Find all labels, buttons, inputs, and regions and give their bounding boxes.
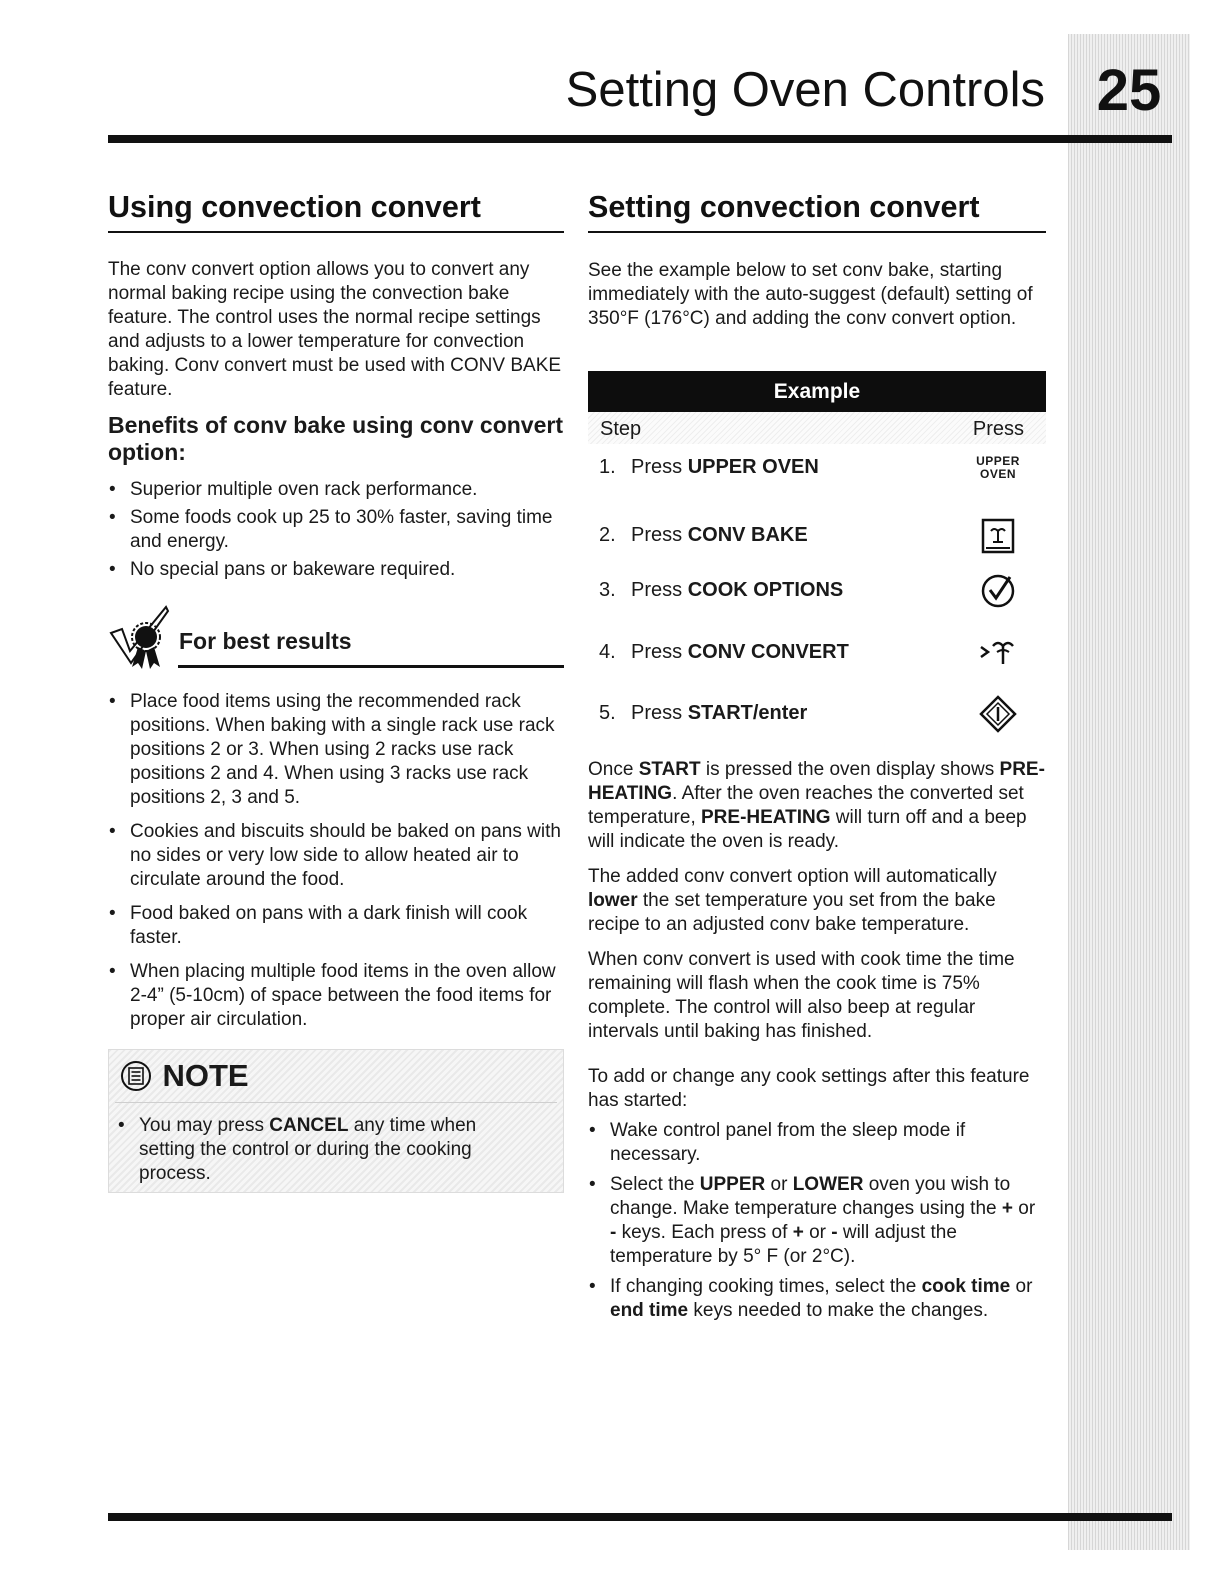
text-run-bold: cook time [921,1276,1011,1297]
note-title: NOTE [162,1058,249,1093]
step-text [599,579,843,602]
best-results-title: For best results [179,628,352,654]
key-label-line: OVEN [979,467,1016,481]
text-run: or [1012,1198,1036,1219]
list-item: • No special pans or bakeware required. [108,558,564,582]
text-run: . After the oven reaches the converted set temperature, [588,783,1024,828]
example-steps [588,444,1046,774]
step-key-name: UPPER OVEN [687,456,819,478]
text-run-bold: end time [610,1300,689,1321]
note-text [117,1114,533,1186]
example-step-row [588,448,1046,488]
change-settings-paragraph: To add or change any cook settings after this feature has started: [588,1066,1030,1111]
list-item [588,1275,1046,1323]
footer-rule [108,1513,1172,1521]
page-number: 25 [1096,58,1162,123]
list-item: • Food baked on pans with a dark finish will cook faster. [108,902,564,950]
step-key-name: CONV BAKE [687,524,808,546]
intro-paragraph: The conv convert option allows you to convert any normal baking recipe using the convection bake feature. The control uses the normal recipe settings and adjusts to a lower temperature for convection baking. Conv convert must be used with CONV BAKE feature. [108,259,562,400]
change-settings-list [588,1119,1046,1323]
note-icon [120,1060,152,1092]
step-key-name: CONV CONVERT [687,641,849,663]
list-item: • Wake control panel from the sleep mode if necessary. [588,1119,1046,1167]
note-cancel-key: CANCEL [269,1115,349,1136]
text-run: oven you wish to change. Make temperature changes using the [610,1174,1011,1219]
note-header [120,1058,249,1094]
text-run: the set temperature you set from the bake recipe to an adjusted conv bake temperature. [588,890,996,935]
step-number: 1. [599,456,616,478]
text-run-bold: LOWER [792,1174,864,1195]
example-step-row [588,571,1046,611]
text-run: or [803,1222,832,1243]
note-list [117,1114,533,1186]
step-verb: Press [631,641,688,663]
note-rule [115,1102,557,1103]
key-label-line: UPPER [976,454,1020,468]
step-verb: Press [631,579,688,601]
conv-convert-key-icon [970,633,1026,673]
list-item: • Cookies and biscuits should be baked on pans with no sides or very low side to allow heated air to circulate around the food. [108,820,564,892]
benefits-heading: Benefits of conv bake using conv convert option: [108,412,563,465]
example-header: Example [588,371,1046,412]
step-number: 4. [599,641,616,663]
best-results-header [108,603,564,675]
text-run-bold: START [638,759,701,780]
start-enter-key-icon [970,694,1026,734]
list-item: • Superior multiple oven rack performance. [108,478,564,502]
text-run-bold: + [792,1222,804,1243]
step-number: 2. [599,524,616,546]
text-run: is pressed the oven display shows [700,759,1000,780]
list-item [588,1173,1046,1269]
step-key-name: START/enter [687,702,808,724]
cook-options-key-icon [970,571,1026,611]
example-columns [588,412,1046,444]
text-run: Select the [610,1174,700,1195]
text-run: keys needed to make the changes. [688,1300,989,1321]
text-run: keys. Each press of [616,1222,793,1243]
text-run-bold: lower [588,890,638,911]
cook-time-paragraph: When conv convert is used with cook time the time remaining will flash when the cook time is 75% complete. The control will also beep at regular intervals until baking has finished. [588,949,1015,1042]
step-number: 3. [599,579,616,601]
header-rule [108,135,1172,143]
step-text [599,456,819,479]
text-run-bold: UPPER [699,1174,766,1195]
press-column-label: Press [972,418,1024,440]
text-run: The added conv convert option will automatically [588,866,997,887]
text-run-bold: - [610,1222,617,1243]
lower-temperature-paragraph [588,865,1046,937]
step-key-name: COOK OPTIONS [687,579,844,601]
text-run-bold: PRE-HEATING [588,759,1045,804]
side-tab-strip [1068,34,1190,1550]
example-step-row [588,633,1046,673]
best-results-rule [178,665,564,668]
step-text [599,524,808,547]
text-run-bold: PRE-HEATING [701,807,831,828]
text-run: If changing cooking times, select the [610,1276,922,1297]
text-run: will turn off and a beep will indicate the oven is ready. [588,807,1027,852]
benefits-list [108,478,564,582]
note-text-end: any time when setting the control or during the cooking process. [139,1115,477,1184]
page-title: Setting Oven Controls [565,63,1045,117]
upper-oven-key-icon [970,448,1026,488]
text-run: or [765,1174,793,1195]
text-run: Once [588,759,639,780]
right-column [588,190,1046,1323]
step-verb: Press [631,456,688,478]
step-number: 5. [599,702,616,724]
example-step-row [588,516,1046,556]
left-column [108,190,564,1193]
text-run: will adjust the temperature by 5° F (or 2°C). [610,1222,957,1267]
step-text [599,702,807,725]
list-item: • When placing multiple food items in the oven allow 2-4” (5-10cm) of space between the food items for proper air circulation. [108,960,564,1032]
step-verb: Press [631,702,688,724]
text-run-bold: - [831,1222,838,1243]
step-column-label: Step [600,418,642,440]
text-run-bold: + [1001,1198,1013,1219]
list-item: • Place food items using the recommended rack positions. When baking with a single rack use rack positions 2 or 3. When using 2 racks use rack positions 2 and 4. When using 3 racks use rack positions 2, 3 and 5. [108,690,564,810]
text-run: or [1010,1276,1033,1297]
best-results-list [108,690,564,1032]
award-ribbon-check-icon [108,603,172,675]
conv-bake-key-icon [970,516,1026,556]
section-heading-setting: Setting convection convert [588,190,1046,233]
note-box [108,1049,564,1193]
step-verb: Press [631,524,688,546]
section-heading-using: Using convection convert [108,190,564,233]
step-text [599,641,849,664]
list-item: • Some foods cook up 25 to 30% faster, saving time and energy. [108,506,564,554]
setting-intro-paragraph: See the example below to set conv bake, starting immediately with the auto-suggest (default) setting of 350°F (176°C) and adding the conv convert option. [588,260,1033,329]
note-text-start: You may press [139,1115,270,1136]
example-step-row [588,694,1046,734]
